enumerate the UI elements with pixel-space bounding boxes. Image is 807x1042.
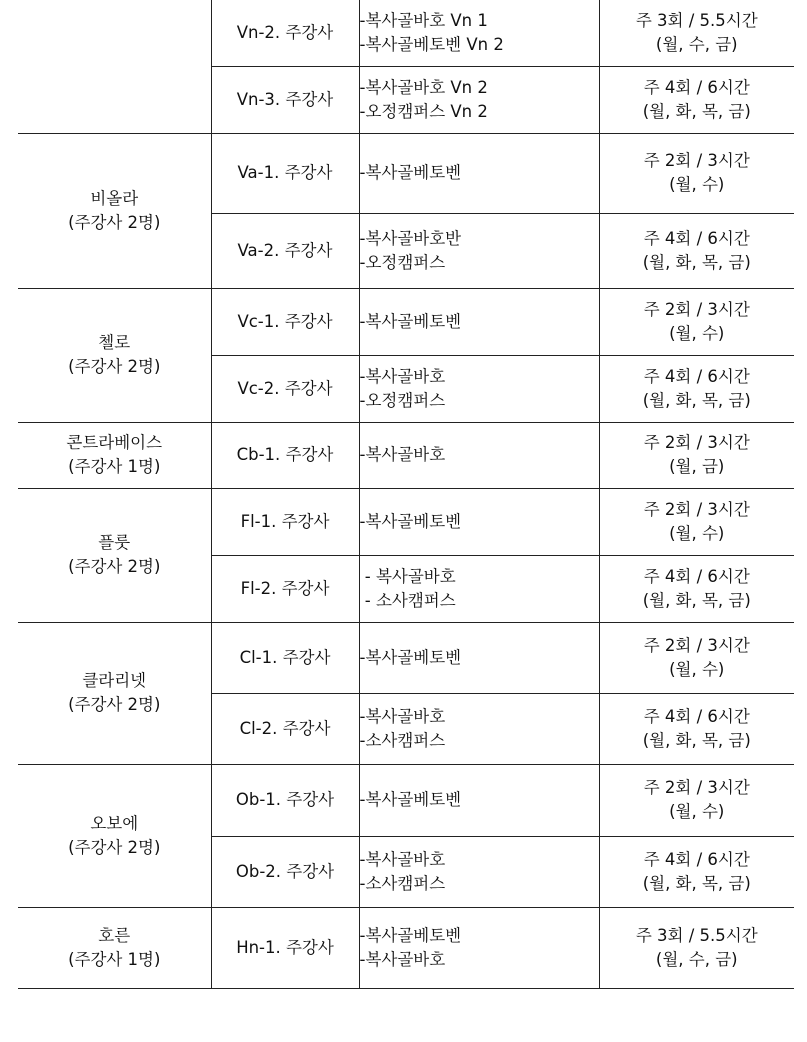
location-item: -복사골바호 — [359, 706, 446, 726]
location-item: -소사캠퍼스 — [359, 873, 446, 893]
location-cell — [359, 764, 599, 836]
schedule-table-body — [18, 0, 794, 988]
location-item: -복사골바호 — [359, 849, 446, 869]
weekdays: (월, 수, 금) — [655, 34, 738, 54]
instructor-count: (주강사 2명) — [68, 557, 161, 576]
weekdays: (월, 화, 목, 금) — [642, 590, 751, 610]
instructor-role: Fl-2. 주강사 — [211, 555, 359, 622]
schedule-cell — [599, 213, 794, 288]
location-item: -오정캠퍼스 — [359, 252, 446, 272]
instrument-name: 호른 — [98, 925, 131, 945]
instrument-name: 클라리넷 — [82, 671, 147, 690]
location-item: -복사골베토벤 — [359, 790, 462, 809]
weekdays: (월, 수) — [669, 175, 725, 194]
weekly-frequency: 주 2회 / 3시간 — [643, 151, 750, 170]
instrument-cell — [18, 0, 211, 133]
schedule-cell — [599, 764, 794, 836]
schedule-cell — [599, 133, 794, 213]
location-cell — [359, 836, 599, 907]
location-item: -오정캠퍼스 — [359, 390, 446, 410]
table-row — [18, 0, 794, 66]
instructor-role: Ob-2. 주강사 — [211, 836, 359, 907]
instructor-role: Vc-2. 주강사 — [211, 355, 359, 422]
weekly-frequency: 주 4회 / 6시간 — [643, 228, 750, 248]
location-cell — [359, 288, 599, 355]
schedule-cell — [599, 693, 794, 764]
instructor-role: Hn-1. 주강사 — [211, 907, 359, 988]
instructor-schedule-table — [18, 0, 794, 989]
location-cell — [359, 0, 599, 66]
location-cell — [359, 555, 599, 622]
instrument-cell — [18, 622, 211, 764]
schedule-cell — [599, 836, 794, 907]
location-cell — [359, 907, 599, 988]
location-cell — [359, 355, 599, 422]
instructor-count: (주강사 2명) — [68, 357, 161, 376]
weekly-frequency: 주 2회 / 3시간 — [643, 499, 750, 519]
schedule-cell — [599, 555, 794, 622]
table-row — [18, 133, 794, 213]
instructor-count: (주강사 1명) — [68, 457, 161, 476]
instructor-role: Va-1. 주강사 — [211, 133, 359, 213]
schedule-cell — [599, 488, 794, 555]
weekdays: (월, 수) — [669, 323, 725, 343]
location-item: - 소사캠퍼스 — [359, 590, 456, 610]
instrument-cell — [18, 764, 211, 907]
instructor-role: Vn-3. 주강사 — [211, 66, 359, 133]
instrument-name: 오보에 — [90, 813, 139, 833]
weekdays: (월, 화, 목, 금) — [642, 252, 751, 272]
instructor-count: (주강사 2명) — [68, 837, 161, 857]
location-item: -복사골바호 — [359, 445, 446, 464]
schedule-cell — [599, 288, 794, 355]
instructor-role: Fl-1. 주강사 — [211, 488, 359, 555]
weekdays: (월, 금) — [669, 457, 725, 476]
location-cell — [359, 693, 599, 764]
weekly-frequency: 주 4회 / 6시간 — [643, 566, 750, 586]
location-cell — [359, 133, 599, 213]
weekdays: (월, 수) — [669, 523, 725, 543]
location-item: -복사골바호 — [359, 366, 446, 386]
instrument-name: 플룻 — [98, 533, 131, 552]
location-cell — [359, 622, 599, 693]
location-cell — [359, 488, 599, 555]
weekly-frequency: 주 4회 / 6시간 — [643, 849, 750, 869]
weekdays: (월, 수) — [669, 659, 725, 679]
weekly-frequency: 주 4회 / 6시간 — [643, 366, 750, 386]
instrument-cell — [18, 422, 211, 488]
instructor-role: Cb-1. 주강사 — [211, 422, 359, 488]
table-row — [18, 622, 794, 693]
location-item: -복사골베토벤 — [359, 311, 462, 331]
instrument-name: 콘트라베이스 — [66, 433, 163, 452]
instructor-role: Vn-2. 주강사 — [211, 0, 359, 66]
schedule-cell — [599, 907, 794, 988]
table-row — [18, 488, 794, 555]
table-row — [18, 422, 794, 488]
location-item: - 복사골바호 — [359, 566, 456, 586]
instrument-cell — [18, 488, 211, 622]
instructor-count: (주강사 1명) — [68, 949, 161, 969]
table-row — [18, 288, 794, 355]
instructor-role: Ob-1. 주강사 — [211, 764, 359, 836]
weekly-frequency: 주 2회 / 3시간 — [643, 635, 750, 655]
location-item: -복사골베토벤 — [359, 647, 462, 667]
weekly-frequency: 주 2회 / 3시간 — [643, 299, 750, 319]
location-item: -복사골바호 — [359, 949, 446, 969]
instructor-count: (주강사 2명) — [68, 695, 161, 714]
weekdays: (월, 수) — [669, 802, 725, 821]
location-item: -복사골베토벤 — [359, 511, 462, 531]
instrument-name: 첼로 — [98, 333, 131, 352]
weekdays: (월, 화, 목, 금) — [642, 101, 751, 121]
instrument-cell — [18, 133, 211, 288]
schedule-cell — [599, 0, 794, 66]
schedule-cell — [599, 622, 794, 693]
location-item: -오정캠퍼스 Vn 2 — [359, 101, 488, 121]
location-item: -복사골베토벤 — [359, 925, 462, 945]
weekdays: (월, 수, 금) — [655, 949, 738, 969]
schedule-cell — [599, 355, 794, 422]
instrument-name: 비올라 — [90, 188, 139, 208]
location-item: -복사골바호반 — [359, 228, 462, 248]
location-item: -소사캠퍼스 — [359, 730, 446, 750]
location-cell — [359, 422, 599, 488]
schedule-cell — [599, 66, 794, 133]
weekdays: (월, 화, 목, 금) — [642, 390, 751, 410]
weekly-frequency: 주 3회 / 5.5시간 — [635, 10, 758, 30]
location-item: -복사골베토벤 — [359, 163, 462, 182]
instructor-role: Cl-1. 주강사 — [211, 622, 359, 693]
location-item: -복사골바호 Vn 2 — [359, 77, 488, 97]
table-row — [18, 764, 794, 836]
instrument-cell — [18, 907, 211, 988]
table-row — [18, 907, 794, 988]
location-item: -복사골바호 Vn 1 — [359, 10, 488, 30]
instructor-role: Vc-1. 주강사 — [211, 288, 359, 355]
location-item: -복사골베토벤 Vn 2 — [359, 34, 504, 54]
instructor-count: (주강사 2명) — [68, 212, 161, 232]
location-cell — [359, 213, 599, 288]
instrument-cell — [18, 288, 211, 422]
weekdays: (월, 화, 목, 금) — [642, 730, 751, 750]
instructor-role: Va-2. 주강사 — [211, 213, 359, 288]
weekly-frequency: 주 4회 / 6시간 — [643, 77, 750, 97]
weekly-frequency: 주 3회 / 5.5시간 — [635, 925, 758, 945]
instructor-role: Cl-2. 주강사 — [211, 693, 359, 764]
weekly-frequency: 주 2회 / 3시간 — [643, 778, 750, 797]
schedule-cell — [599, 422, 794, 488]
weekly-frequency: 주 2회 / 3시간 — [643, 433, 750, 452]
location-cell — [359, 66, 599, 133]
weekdays: (월, 화, 목, 금) — [642, 873, 751, 893]
weekly-frequency: 주 4회 / 6시간 — [643, 706, 750, 726]
